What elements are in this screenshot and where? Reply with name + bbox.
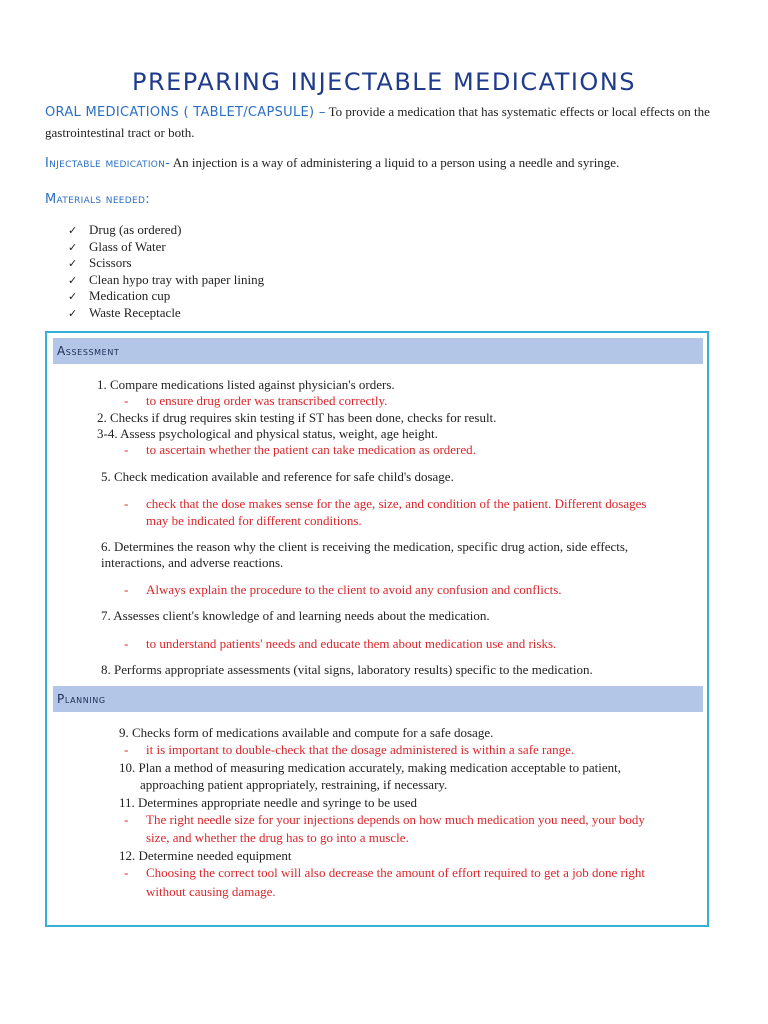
oral-medications-heading: ORAL MEDICATIONS ( TABLET/CAPSULE) – (45, 105, 326, 120)
assessment-heading: Assessment (53, 338, 703, 364)
oral-medications-text-line2: gastrointestinal tract or both. (45, 125, 195, 140)
list-item: ✓ Drug (as ordered) (68, 222, 264, 239)
planning-step-11: 11. Determines appropriate needle and syringe to be used (119, 795, 418, 810)
checkmark-icon: ✓ (68, 240, 78, 254)
planning-heading: Planning (53, 686, 703, 712)
planning-rationale-9: - it is important to double-check that the dosage administered is within a safe range. (124, 742, 575, 757)
assessment-step-1: 1. Compare medications listed against physician's orders. (97, 377, 395, 392)
assessment-step-7: 7. Assesses client's knowledge of and learning needs about the medication. (101, 608, 490, 623)
assessment-step-6-cont: interactions, and adverse reactions. (101, 555, 284, 570)
injectable-medication-text: An injection is a way of administering a liquid to a person using a needle and syringe. (170, 155, 620, 170)
assessment-step-2: 2. Checks if drug requires skin testing if ST has been done, checks for result. (97, 410, 497, 425)
planning-step-9: 9. Checks form of medications available and compute for a safe dosage. (119, 725, 494, 740)
checkmark-icon: ✓ (68, 257, 78, 270)
materials-heading-row (45, 189, 715, 210)
assessment-rationale-5: - check that the dose makes sense for the age, size, and condition of the patient. Different dosages (124, 496, 647, 511)
list-item: ✓ Medication cup (68, 288, 264, 305)
oral-medications-paragraph (45, 102, 715, 143)
procedure-table (45, 331, 709, 927)
list-item: ✓ Clean hypo tray with paper lining (68, 272, 264, 289)
page-title: PREPARING INJECTABLE MEDICATIONS (131, 68, 637, 97)
checkmark-icon: ✓ (68, 306, 78, 320)
planning-rationale-12: - Choosing the correct tool will also decrease the amount of effort required to get a job done right (124, 865, 646, 880)
injectable-medication-heading: Injectable medication- (45, 156, 171, 171)
planning-rationale-11-cont: size, and whether the drug has to go into a muscle. (146, 830, 409, 845)
planning-step-10-cont: approaching patient appropriately, restraining, if necessary. (140, 777, 448, 792)
materials-needed-heading: Materials needed: (45, 192, 150, 207)
planning-step-10: 10. Plan a method of measuring medication accurately, making medication acceptable to patient, (119, 760, 622, 775)
checkmark-icon: ✓ (68, 224, 78, 237)
assessment-step-5: 5. Check medication available and reference for safe child's dosage. (101, 469, 454, 484)
assessment-step-3-4: 3-4. Assess psychological and physical status, weight, age height. (97, 426, 438, 441)
checkmark-icon: ✓ (68, 273, 78, 287)
list-item: ✓ Scissors (68, 255, 264, 272)
planning-rationale-12-cont: without causing damage. (146, 884, 276, 899)
injectable-medication-paragraph (45, 153, 715, 174)
materials-list (68, 222, 264, 321)
assessment-rationale-6: - Always explain the procedure to the client to avoid any confusion and conflicts. (124, 582, 562, 597)
assessment-rationale-1: - to ensure drug order was transcribed correctly. (124, 393, 388, 408)
oral-medications-text-line1: To provide a medication that has systematic effects or local effects on the (328, 104, 710, 119)
list-item: ✓ Glass of Water (68, 239, 264, 256)
list-item: ✓ Waste Receptacle (68, 305, 264, 322)
assessment-step-8: 8. Performs appropriate assessments (vital signs, laboratory results) specific to the medication. (101, 662, 593, 677)
assessment-rationale-3-4: - to ascertain whether the patient can take medication as ordered. (124, 442, 476, 457)
assessment-rationale-7: - to understand patients' needs and educate them about medication use and risks. (124, 636, 557, 651)
assessment-step-6: 6. Determines the reason why the client is receiving the medication, specific drug action, side effects, (101, 539, 629, 554)
checkmark-icon: ✓ (68, 290, 78, 303)
planning-rationale-11: - The right needle size for your injections depends on how much medication you need, your body (124, 812, 645, 827)
assessment-rationale-5-cont: may be indicated for different conditions. (146, 513, 362, 528)
planning-step-12: 12. Determine needed equipment (119, 848, 292, 863)
